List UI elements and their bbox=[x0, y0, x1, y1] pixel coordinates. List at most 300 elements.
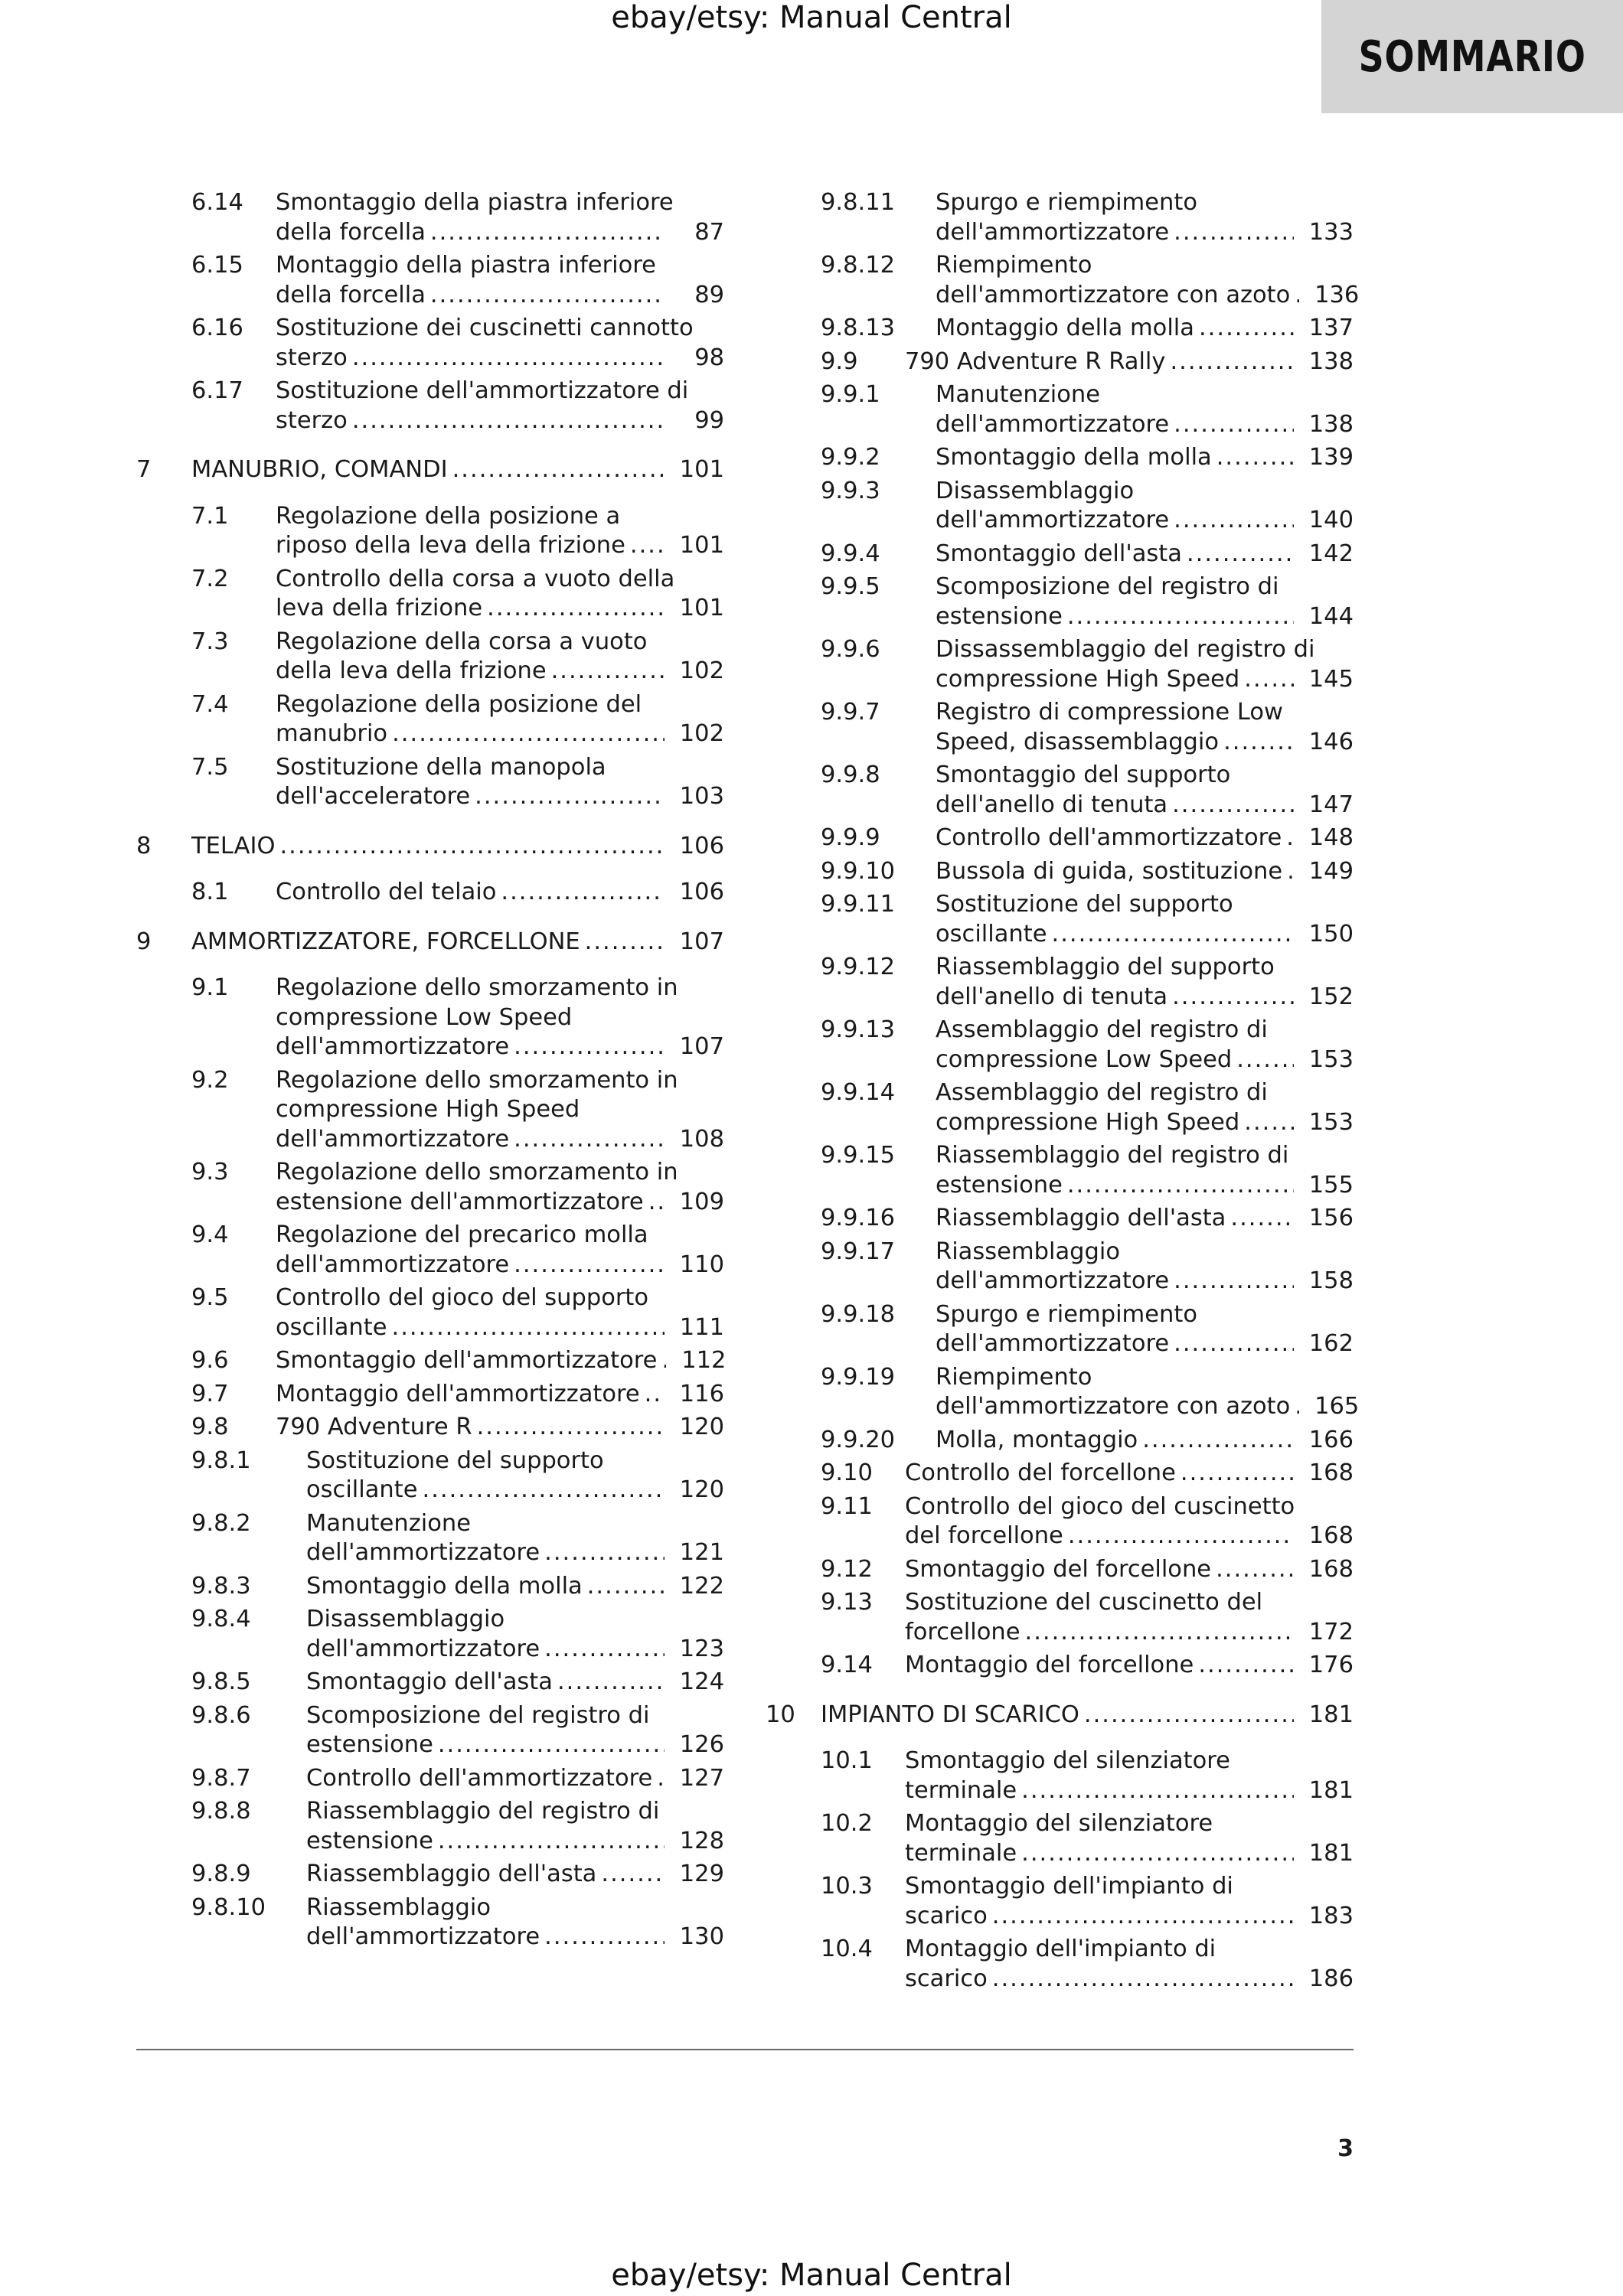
dot-leader bbox=[482, 594, 665, 624]
toc-entry-page: 103 bbox=[679, 783, 724, 810]
toc-entry-page: 136 bbox=[1314, 281, 1360, 308]
toc-entry-title-line: Riempimento bbox=[936, 1363, 1092, 1391]
toc-entry[interactable] bbox=[766, 1935, 1354, 1994]
dot-leader bbox=[1063, 1171, 1294, 1201]
toc-entry-page: 123 bbox=[679, 1635, 724, 1662]
toc-entry-title-line: dell'acceleratore bbox=[276, 783, 471, 810]
toc-entry-title-line: Riempimento bbox=[936, 252, 1092, 279]
toc-entry-number: 9.8.4 bbox=[191, 1606, 251, 1632]
toc-entry-title-line: Assemblaggio del registro di bbox=[936, 1079, 1268, 1106]
toc-entry-page: 145 bbox=[1308, 665, 1354, 693]
toc-entry-title-line: dell'ammortizzatore bbox=[936, 410, 1170, 438]
toc-entry-title-line: dell'ammortizzatore con azoto bbox=[936, 281, 1291, 308]
dot-leader bbox=[426, 218, 665, 248]
toc-entry-title-line: Smontaggio dell'ammortizzatore bbox=[276, 1347, 658, 1374]
footer-rule bbox=[136, 2049, 1354, 2050]
dot-leader bbox=[583, 1572, 665, 1602]
toc-entry-number: 9 bbox=[136, 928, 152, 955]
toc-entry[interactable] bbox=[766, 314, 1354, 344]
toc-entry-number: 7.4 bbox=[191, 690, 229, 718]
toc-entry-number: 9.8.2 bbox=[191, 1509, 251, 1537]
toc-entry-number: 9.9.13 bbox=[821, 1016, 896, 1043]
toc-entry-title-line: MANUBRIO, COMANDI bbox=[191, 456, 448, 483]
toc-entry-page: 139 bbox=[1308, 444, 1354, 471]
toc-entry-number: 10 bbox=[766, 1701, 795, 1728]
toc-entry-title-line: Regolazione della corsa a vuoto bbox=[276, 628, 648, 655]
dot-leader bbox=[1282, 857, 1294, 887]
toc-entry-page: 127 bbox=[679, 1764, 724, 1792]
toc-entry[interactable] bbox=[766, 477, 1354, 536]
toc-entry[interactable] bbox=[766, 1300, 1354, 1359]
toc-entry-number: 9.8.8 bbox=[191, 1798, 251, 1825]
toc-entry[interactable] bbox=[136, 878, 724, 908]
toc-entry[interactable] bbox=[136, 974, 724, 1062]
toc-entry[interactable] bbox=[136, 1860, 724, 1890]
toc-entry-number: 10.2 bbox=[821, 1810, 873, 1837]
toc-entry[interactable] bbox=[766, 857, 1354, 887]
toc-entry-page: 140 bbox=[1308, 507, 1354, 533]
toc-entry[interactable] bbox=[136, 1413, 724, 1443]
toc-entry-page: 101 bbox=[679, 532, 724, 559]
dot-leader bbox=[1167, 983, 1294, 1013]
toc-entry-title-line: oscillante bbox=[306, 1476, 418, 1503]
toc-entry[interactable] bbox=[136, 1572, 724, 1602]
toc-entry-page: 146 bbox=[1308, 728, 1354, 755]
dot-leader bbox=[1282, 823, 1294, 853]
toc-entry-page: 155 bbox=[1308, 1171, 1354, 1199]
toc-entry-title-line: Registro di compressione Low bbox=[936, 699, 1283, 726]
toc-entry-number: 9.6 bbox=[191, 1347, 229, 1374]
toc-entry-title-line: Sostituzione del supporto bbox=[306, 1446, 604, 1474]
dot-leader bbox=[1290, 281, 1299, 311]
toc-entry-number: 9.8.7 bbox=[191, 1764, 251, 1792]
toc-entry[interactable] bbox=[766, 1363, 1360, 1422]
toc-entry-number: 9.7 bbox=[191, 1380, 229, 1407]
dot-leader bbox=[547, 657, 665, 687]
toc-entry-title-line: dell'ammortizzatore bbox=[306, 1635, 540, 1662]
dot-leader bbox=[652, 1764, 665, 1794]
toc-entry-number: 9.9.1 bbox=[821, 381, 880, 408]
toc-entry-page: 106 bbox=[679, 832, 724, 859]
toc-entry-number: 8 bbox=[136, 832, 152, 859]
toc-entry-number: 9.9.12 bbox=[821, 954, 896, 980]
toc-entry-number: 9.8.10 bbox=[191, 1893, 266, 1921]
toc-entry-page: 150 bbox=[1308, 920, 1354, 947]
toc-entry-number: 9.5 bbox=[191, 1284, 229, 1311]
toc-entry-title-line: Smontaggio del silenziatore bbox=[905, 1747, 1230, 1774]
toc-entry-title-line: estensione bbox=[936, 1171, 1063, 1199]
watermark-top: ebay/etsy: Manual Central bbox=[611, 0, 1012, 35]
toc-entry-page: 102 bbox=[679, 657, 724, 684]
toc-entry-title-line: estensione bbox=[306, 1827, 433, 1854]
toc-entry-number: 9.14 bbox=[821, 1652, 873, 1678]
toc-entry[interactable] bbox=[766, 1651, 1354, 1681]
toc-entry-title-line: Riassemblaggio bbox=[936, 1238, 1120, 1265]
toc-entry-title-line: Manutenzione bbox=[936, 381, 1100, 408]
toc-entry[interactable] bbox=[766, 1078, 1354, 1137]
dot-leader bbox=[1063, 1521, 1294, 1551]
toc-entry[interactable] bbox=[136, 251, 724, 310]
toc-entry-number: 9.8.11 bbox=[821, 189, 896, 216]
toc-entry-number: 6.17 bbox=[191, 377, 243, 404]
dot-leader bbox=[433, 1730, 665, 1760]
toc-entry[interactable] bbox=[766, 540, 1354, 569]
dot-leader bbox=[387, 1313, 665, 1343]
toc-entry-title-line: estensione dell'ammortizzatore bbox=[276, 1188, 644, 1215]
toc-entry-number: 9.9.9 bbox=[821, 824, 880, 851]
toc-entry-title-line: Controllo dell'ammortizzatore bbox=[306, 1764, 653, 1792]
toc-entry-page: 109 bbox=[679, 1188, 724, 1215]
toc-entry-page: 121 bbox=[679, 1539, 724, 1566]
toc-entry-page: 172 bbox=[1308, 1618, 1354, 1645]
toc-entry-title-line: Regolazione della posizione del bbox=[276, 690, 642, 718]
toc-entry-title-line: Riassemblaggio dell'asta bbox=[306, 1861, 597, 1887]
toc-entry-title-line: dell'ammortizzatore con azoto bbox=[936, 1393, 1291, 1420]
toc-entry-title-line: Sostituzione dell'ammortizzatore di bbox=[276, 377, 689, 404]
section-tab bbox=[1321, 0, 1623, 113]
toc-entry-page: 166 bbox=[1308, 1426, 1354, 1453]
toc-entry-title-line: estensione bbox=[306, 1731, 433, 1758]
toc-entry-title-line: dell'ammortizzatore bbox=[936, 507, 1170, 533]
toc-entry-page: 153 bbox=[1308, 1108, 1354, 1136]
toc-entry[interactable] bbox=[136, 1701, 724, 1760]
dot-leader bbox=[540, 1635, 665, 1665]
toc-entry-number: 9.8.1 bbox=[191, 1446, 251, 1474]
toc-entry[interactable] bbox=[766, 1238, 1354, 1296]
toc-entry-title-line: Sostituzione dei cuscinetti cannotto bbox=[276, 315, 694, 341]
dot-leader bbox=[1169, 218, 1294, 248]
toc-entry-title-line: Disassemblaggio bbox=[306, 1606, 505, 1632]
toc-entry[interactable] bbox=[766, 635, 1354, 694]
dot-leader bbox=[448, 455, 665, 485]
toc-entry[interactable] bbox=[136, 1346, 727, 1376]
toc-entry-page: 106 bbox=[679, 879, 724, 905]
dot-leader bbox=[644, 1188, 665, 1218]
dot-leader bbox=[426, 281, 665, 311]
toc-entry[interactable] bbox=[136, 502, 724, 561]
toc-entry-title-line: Speed, disassemblaggio bbox=[936, 728, 1220, 755]
toc-entry-number: 9.8.6 bbox=[191, 1701, 251, 1729]
toc-entry[interactable] bbox=[136, 377, 724, 435]
dot-leader bbox=[1138, 1426, 1294, 1456]
toc-entry[interactable] bbox=[766, 1872, 1354, 1931]
toc-entry-title-line: Sostituzione del cuscinetto del bbox=[905, 1589, 1263, 1616]
toc-entry[interactable] bbox=[766, 1492, 1354, 1551]
toc-entry-page: 176 bbox=[1308, 1652, 1354, 1678]
toc-entry-title-line: Smontaggio della piastra inferiore bbox=[276, 189, 674, 216]
toc-entry-page: 156 bbox=[1308, 1205, 1354, 1231]
toc-entry-title-line: scarico bbox=[905, 1902, 988, 1929]
dot-leader bbox=[640, 1380, 665, 1410]
toc-entry-page: 108 bbox=[679, 1125, 724, 1153]
toc-entry-title-line: Smontaggio dell'asta bbox=[936, 540, 1182, 567]
toc-entry-title-line: del forcellone bbox=[905, 1522, 1063, 1549]
toc-entry-number: 10.4 bbox=[821, 1936, 873, 1962]
toc-entry-number: 6.16 bbox=[191, 315, 243, 341]
toc-entry[interactable] bbox=[136, 628, 724, 687]
toc-entry-number: 9.1 bbox=[191, 974, 229, 1001]
toc-entry[interactable] bbox=[136, 1797, 724, 1856]
dot-leader bbox=[1169, 1329, 1294, 1359]
toc-entry-number: 9.8.13 bbox=[821, 315, 896, 341]
toc-entry[interactable] bbox=[766, 823, 1354, 853]
toc-entry-title-line: scarico bbox=[905, 1965, 988, 1992]
toc-entry[interactable] bbox=[766, 1459, 1354, 1489]
toc-entry-page: 158 bbox=[1308, 1267, 1354, 1294]
toc-entry-title-line: sterzo bbox=[276, 406, 348, 434]
toc-entry-title-line: AMMORTIZZATORE, FORCELLONE bbox=[191, 928, 580, 955]
toc-entry-title-line: 790 Adventure R Rally bbox=[905, 347, 1166, 375]
dot-leader bbox=[1167, 791, 1294, 820]
dot-leader bbox=[496, 878, 665, 908]
toc-entry-number: 9.12 bbox=[821, 1555, 873, 1583]
toc-entry-title-line: Regolazione dello smorzamento in bbox=[276, 1066, 678, 1094]
toc-entry-page: 138 bbox=[1308, 347, 1354, 375]
toc-entry[interactable] bbox=[766, 1141, 1354, 1200]
toc-entry-title-line: Montaggio dell'impianto di bbox=[905, 1936, 1216, 1962]
toc-entry-title-line: dell'ammortizzatore bbox=[936, 218, 1170, 246]
toc-entry-page: 149 bbox=[1308, 857, 1354, 885]
toc-entry-page: 144 bbox=[1308, 602, 1354, 630]
toc-entry-page: 152 bbox=[1308, 983, 1354, 1010]
toc-entry[interactable] bbox=[766, 380, 1354, 439]
toc-entry[interactable] bbox=[766, 572, 1354, 631]
toc-entry-title-line: Assemblaggio del registro di bbox=[936, 1016, 1268, 1043]
toc-entry-title-line: leva della frizione bbox=[276, 595, 483, 621]
toc-entry-title-line: oscillante bbox=[276, 1313, 387, 1341]
toc-entry-number: 7.3 bbox=[191, 628, 229, 655]
dot-leader bbox=[553, 1668, 665, 1698]
toc-entry-number: 9.8.9 bbox=[191, 1861, 251, 1887]
toc-entry-title-line: Montaggio del forcellone bbox=[905, 1652, 1194, 1678]
toc-entry-page: 110 bbox=[679, 1251, 724, 1278]
toc-entry-title-line: Manutenzione bbox=[306, 1509, 471, 1537]
toc-entry-page: 128 bbox=[679, 1827, 724, 1854]
toc-entry[interactable] bbox=[136, 1668, 724, 1698]
toc-entry-title-line: della leva della frizione bbox=[276, 657, 547, 684]
toc-entry[interactable] bbox=[766, 698, 1354, 757]
toc-entry[interactable] bbox=[136, 1764, 724, 1794]
toc-entry-page: 147 bbox=[1308, 791, 1354, 818]
toc-entry-page: 165 bbox=[1314, 1393, 1360, 1420]
toc-entry-number: 6.14 bbox=[191, 189, 243, 216]
toc-entry-title-line: TELAIO bbox=[191, 832, 276, 859]
toc-entry-number: 10.3 bbox=[821, 1873, 873, 1900]
toc-entry-title-line: Smontaggio della molla bbox=[936, 444, 1212, 471]
toc-entry-title-line: dell'anello di tenuta bbox=[936, 791, 1168, 818]
toc-entry-title-line: Regolazione del precarico molla bbox=[276, 1221, 648, 1248]
dot-leader bbox=[1182, 540, 1294, 569]
toc-entry[interactable] bbox=[766, 1426, 1354, 1456]
toc-entry[interactable] bbox=[136, 1158, 724, 1217]
toc-entry-number: 9.8 bbox=[191, 1414, 229, 1440]
dot-leader bbox=[580, 928, 665, 957]
toc-entry-number: 9.10 bbox=[821, 1459, 873, 1486]
toc-entry-page: 111 bbox=[679, 1313, 724, 1341]
toc-entry-title-line: dell'ammortizzatore bbox=[936, 1267, 1170, 1294]
toc-entry-page: 186 bbox=[1308, 1965, 1354, 1992]
toc-entry-number: 9.9.3 bbox=[821, 477, 880, 504]
toc-entry[interactable] bbox=[766, 443, 1354, 473]
toc-entry-title-line: terminale bbox=[905, 1839, 1017, 1867]
toc-entry[interactable] bbox=[136, 1893, 724, 1952]
toc-entry[interactable] bbox=[766, 188, 1354, 247]
toc-entry-number: 7.5 bbox=[191, 753, 229, 781]
dot-leader bbox=[988, 1902, 1294, 1932]
toc-entry-title-line: Riassemblaggio dell'asta bbox=[936, 1205, 1226, 1231]
page-number: 3 bbox=[1337, 2135, 1354, 2162]
toc-entry-title-line: Montaggio dell'ammortizzatore bbox=[276, 1380, 640, 1407]
toc-entry-title-line: Scomposizione del registro di bbox=[306, 1701, 650, 1729]
dot-leader bbox=[1212, 443, 1294, 473]
toc-entry-title-line: Sostituzione del supporto bbox=[936, 891, 1233, 918]
toc-entry-title-line: Montaggio della piastra inferiore bbox=[276, 252, 656, 279]
toc-entry-number: 9.3 bbox=[191, 1159, 229, 1186]
toc-entry[interactable] bbox=[766, 1588, 1354, 1647]
toc-entry-number: 9.9.20 bbox=[821, 1426, 896, 1453]
toc-entry-page: 120 bbox=[679, 1476, 724, 1503]
toc-entry-title-line: IMPIANTO DI SCARICO bbox=[821, 1701, 1079, 1728]
dot-leader bbox=[1194, 314, 1294, 344]
toc-entry-number: 9.2 bbox=[191, 1066, 229, 1094]
toc-entry[interactable] bbox=[766, 890, 1354, 949]
toc-entry-title-line: Riassemblaggio del registro di bbox=[936, 1142, 1289, 1169]
toc-entry-number: 9.9.10 bbox=[821, 857, 896, 885]
toc-entry-title-line: Spurgo e riempimento bbox=[936, 1300, 1197, 1328]
toc-entry-title-line: Riassemblaggio del supporto bbox=[936, 954, 1275, 980]
toc-entry-title-line: Sostituzione della manopola bbox=[276, 753, 606, 781]
toc-entry-number: 9.9.19 bbox=[821, 1363, 896, 1391]
dot-leader bbox=[540, 1923, 665, 1952]
toc-entry-title-line: Riassemblaggio bbox=[306, 1893, 491, 1921]
toc-entry-page: 168 bbox=[1308, 1522, 1354, 1549]
toc-entry-number: 7.1 bbox=[191, 502, 229, 530]
toc-entry[interactable] bbox=[136, 928, 724, 957]
toc-entry-title-line: Controllo del telaio bbox=[276, 879, 497, 905]
toc-entry-title-line: Molla, montaggio bbox=[936, 1426, 1138, 1453]
toc-entry-number: 9.8.3 bbox=[191, 1572, 251, 1600]
toc-entry-number: 9.9 bbox=[821, 347, 858, 375]
toc-entry[interactable] bbox=[136, 455, 724, 485]
toc-entry-number: 7 bbox=[136, 456, 152, 483]
toc-entry[interactable] bbox=[136, 1446, 724, 1505]
toc-entry-page: 102 bbox=[679, 720, 724, 747]
toc-entry-title-line: compressione Low Speed bbox=[936, 1045, 1233, 1073]
toc-entry[interactable] bbox=[136, 1605, 724, 1664]
toc-entry-page: 129 bbox=[679, 1861, 724, 1887]
toc-entry-title-line: Bussola di guida, sostituzione bbox=[936, 857, 1283, 885]
toc-entry-number: 9.8.5 bbox=[191, 1668, 251, 1695]
dot-leader bbox=[509, 1125, 665, 1155]
toc-entry-number: 9.9.2 bbox=[821, 444, 880, 471]
toc-entry[interactable] bbox=[136, 753, 724, 812]
dot-leader bbox=[1290, 1392, 1299, 1422]
dot-leader bbox=[433, 1827, 665, 1857]
toc-entry-page: 138 bbox=[1308, 410, 1354, 438]
toc-entry-page: 130 bbox=[679, 1923, 724, 1950]
dot-leader bbox=[1169, 1267, 1294, 1296]
toc-entry-title-line: 790 Adventure R bbox=[276, 1414, 472, 1440]
toc-entry[interactable] bbox=[136, 1066, 724, 1155]
toc-entry-number: 9.9.6 bbox=[821, 636, 880, 663]
toc-entry-number: 9.9.14 bbox=[821, 1079, 896, 1106]
watermark-bottom: ebay/etsy: Manual Central bbox=[611, 2258, 1012, 2293]
toc-entry-title-line: manubrio bbox=[276, 720, 388, 747]
toc-entry-page: 116 bbox=[679, 1380, 724, 1407]
toc-entry[interactable] bbox=[766, 1809, 1354, 1868]
toc-entry-title-line: Montaggio del silenziatore bbox=[905, 1810, 1213, 1837]
toc-entry-title-line: dell'ammortizzatore bbox=[306, 1923, 540, 1950]
toc-entry-title-line: Spurgo e riempimento bbox=[936, 189, 1197, 216]
toc-entry[interactable] bbox=[766, 1701, 1354, 1730]
dot-leader bbox=[1176, 1459, 1294, 1489]
toc-entry-page: 107 bbox=[679, 928, 724, 955]
toc-entry-number: 9.11 bbox=[821, 1492, 873, 1520]
toc-entry[interactable] bbox=[136, 690, 724, 749]
toc-entry-number: 9.9.7 bbox=[821, 699, 880, 726]
toc-entry[interactable] bbox=[766, 1204, 1354, 1234]
toc-entry-number: 9.9.15 bbox=[821, 1142, 896, 1169]
toc-entry[interactable] bbox=[766, 1746, 1354, 1805]
toc-entry-page: 183 bbox=[1308, 1902, 1354, 1929]
dot-leader bbox=[418, 1476, 665, 1505]
toc-entry-page: 112 bbox=[681, 1347, 727, 1374]
dot-leader bbox=[1194, 1651, 1294, 1681]
toc-entry-title-line: dell'anello di tenuta bbox=[936, 983, 1168, 1010]
toc-entry-page: 107 bbox=[679, 1033, 724, 1060]
toc-entry[interactable] bbox=[136, 1283, 724, 1342]
toc-entry[interactable] bbox=[766, 1016, 1354, 1075]
dot-leader bbox=[1232, 1045, 1294, 1075]
toc-entry[interactable] bbox=[136, 832, 724, 862]
toc-entry-page: 162 bbox=[1308, 1330, 1354, 1357]
toc-entry[interactable] bbox=[766, 761, 1354, 820]
toc-entry-page: 137 bbox=[1308, 315, 1354, 341]
toc-entry-title-line: Controllo del gioco del supporto bbox=[276, 1284, 649, 1311]
toc-entry-number: 9.8.12 bbox=[821, 252, 896, 279]
dot-leader bbox=[540, 1538, 665, 1568]
toc-entry[interactable] bbox=[766, 347, 1354, 377]
toc-entry[interactable] bbox=[136, 188, 724, 247]
dot-leader bbox=[1169, 506, 1294, 536]
toc-entry-title-line: Scomposizione del registro di bbox=[936, 573, 1279, 600]
toc-entry[interactable] bbox=[136, 1509, 724, 1568]
toc-entry[interactable] bbox=[136, 565, 724, 624]
toc-entry-page: 181 bbox=[1308, 1776, 1354, 1804]
dot-leader bbox=[1219, 728, 1294, 758]
toc-entry-title-line: dell'ammortizzatore bbox=[276, 1125, 510, 1153]
toc-entry[interactable] bbox=[766, 251, 1360, 310]
toc-entry-number: 8.1 bbox=[191, 879, 229, 905]
dot-leader bbox=[1017, 1776, 1294, 1806]
toc-entry-number: 9.9.17 bbox=[821, 1238, 896, 1265]
toc-entry[interactable] bbox=[766, 1555, 1354, 1585]
toc-entry-number: 10.1 bbox=[821, 1747, 873, 1774]
toc-entry-title-line: Smontaggio della molla bbox=[306, 1572, 583, 1600]
dot-leader bbox=[1063, 602, 1294, 632]
toc-entry-number: 7.2 bbox=[191, 565, 229, 592]
toc-entry-title-line: Regolazione dello smorzamento in bbox=[276, 1159, 678, 1186]
toc-entry[interactable] bbox=[136, 1221, 724, 1280]
toc-entry[interactable] bbox=[136, 1380, 724, 1410]
toc-entry[interactable] bbox=[136, 314, 724, 373]
toc-entry-page: 126 bbox=[679, 1731, 724, 1758]
toc-entry[interactable] bbox=[766, 953, 1354, 1012]
toc-entry-page: 120 bbox=[679, 1414, 724, 1440]
toc-entry-page: 168 bbox=[1308, 1555, 1354, 1583]
toc-entry-title-line: Regolazione della posizione a bbox=[276, 502, 621, 530]
toc-entry-title-line: Smontaggio dell'asta bbox=[306, 1668, 553, 1695]
